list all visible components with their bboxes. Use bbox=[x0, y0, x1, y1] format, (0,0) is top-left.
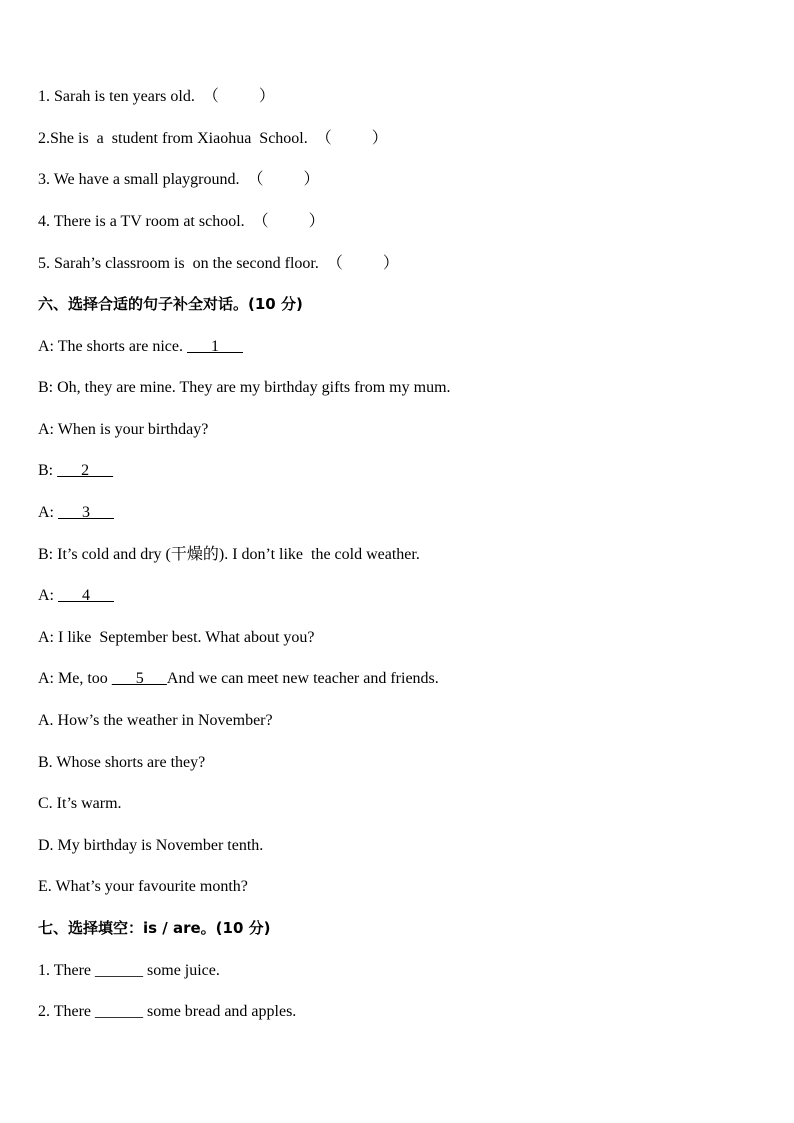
dialogue-text: B: It’s cold and dry (干燥的). I don’t like the cold weather. bbox=[38, 546, 420, 563]
dialogue-line-6 bbox=[38, 545, 420, 565]
judgement-item-2: 2.She is a student from Xiaohua School. （ ） bbox=[38, 130, 388, 147]
dialogue-text: B: bbox=[38, 462, 58, 479]
judgement-item-5: 5. Sarah’s classroom is on the second floor. （ ） bbox=[38, 255, 399, 272]
answer-blank-4[interactable]: 4 bbox=[58, 587, 114, 604]
judgement-item-4: 4. There is a TV room at school. （ ） bbox=[38, 213, 325, 230]
section-6-heading: 六、选择合适的句子补全对话。(10 分) bbox=[38, 295, 303, 313]
option-d: D. My birthday is November tenth. bbox=[38, 837, 264, 854]
dialogue-text: B: Oh, they are mine. They are my birthday gifts from my mum. bbox=[38, 379, 451, 396]
fill-item-1: 1. There ______ some juice. bbox=[38, 962, 220, 979]
fill-item-2: 2. There ______ some bread and apples. bbox=[38, 1003, 297, 1020]
dialogue-text: A: I like September best. What about you? bbox=[38, 629, 315, 646]
dialogue-text: A: When is your birthday? bbox=[38, 421, 209, 438]
option-b: B. Whose shorts are they? bbox=[38, 754, 206, 771]
dialogue-line-9 bbox=[38, 669, 439, 689]
dialogue-text: And we can meet new teacher and friends. bbox=[166, 670, 439, 687]
answer-blank-1[interactable]: 1 bbox=[187, 338, 243, 355]
dialogue-line-4 bbox=[38, 461, 113, 481]
option-a: A. How’s the weather in November? bbox=[38, 712, 273, 729]
dialogue-text: A: bbox=[38, 587, 58, 604]
dialogue-line-1 bbox=[38, 337, 243, 357]
option-e: E. What’s your favourite month? bbox=[38, 878, 248, 895]
section-7-heading: 七、选择填空：is / are。(10 分) bbox=[38, 919, 271, 937]
dialogue-line-8 bbox=[38, 628, 315, 648]
answer-blank-3[interactable]: 3 bbox=[58, 504, 114, 521]
dialogue-line-3 bbox=[38, 420, 208, 440]
dialogue-line-7 bbox=[38, 586, 114, 606]
option-c: C. It’s warm. bbox=[38, 795, 122, 812]
dialogue-text: A: Me, too bbox=[38, 670, 112, 687]
dialogue-line-2 bbox=[38, 378, 451, 398]
dialogue-line-5 bbox=[38, 503, 114, 523]
answer-blank-2[interactable]: 2 bbox=[57, 462, 114, 479]
judgement-item-3: 3. We have a small playground. （ ） bbox=[38, 171, 320, 188]
answer-blank-5[interactable]: 5 bbox=[111, 670, 167, 687]
dialogue-text: A: bbox=[38, 504, 58, 521]
judgement-item-1: 1. Sarah is ten years old. （ ） bbox=[38, 88, 275, 105]
dialogue-text: A: The shorts are nice. bbox=[38, 338, 187, 355]
